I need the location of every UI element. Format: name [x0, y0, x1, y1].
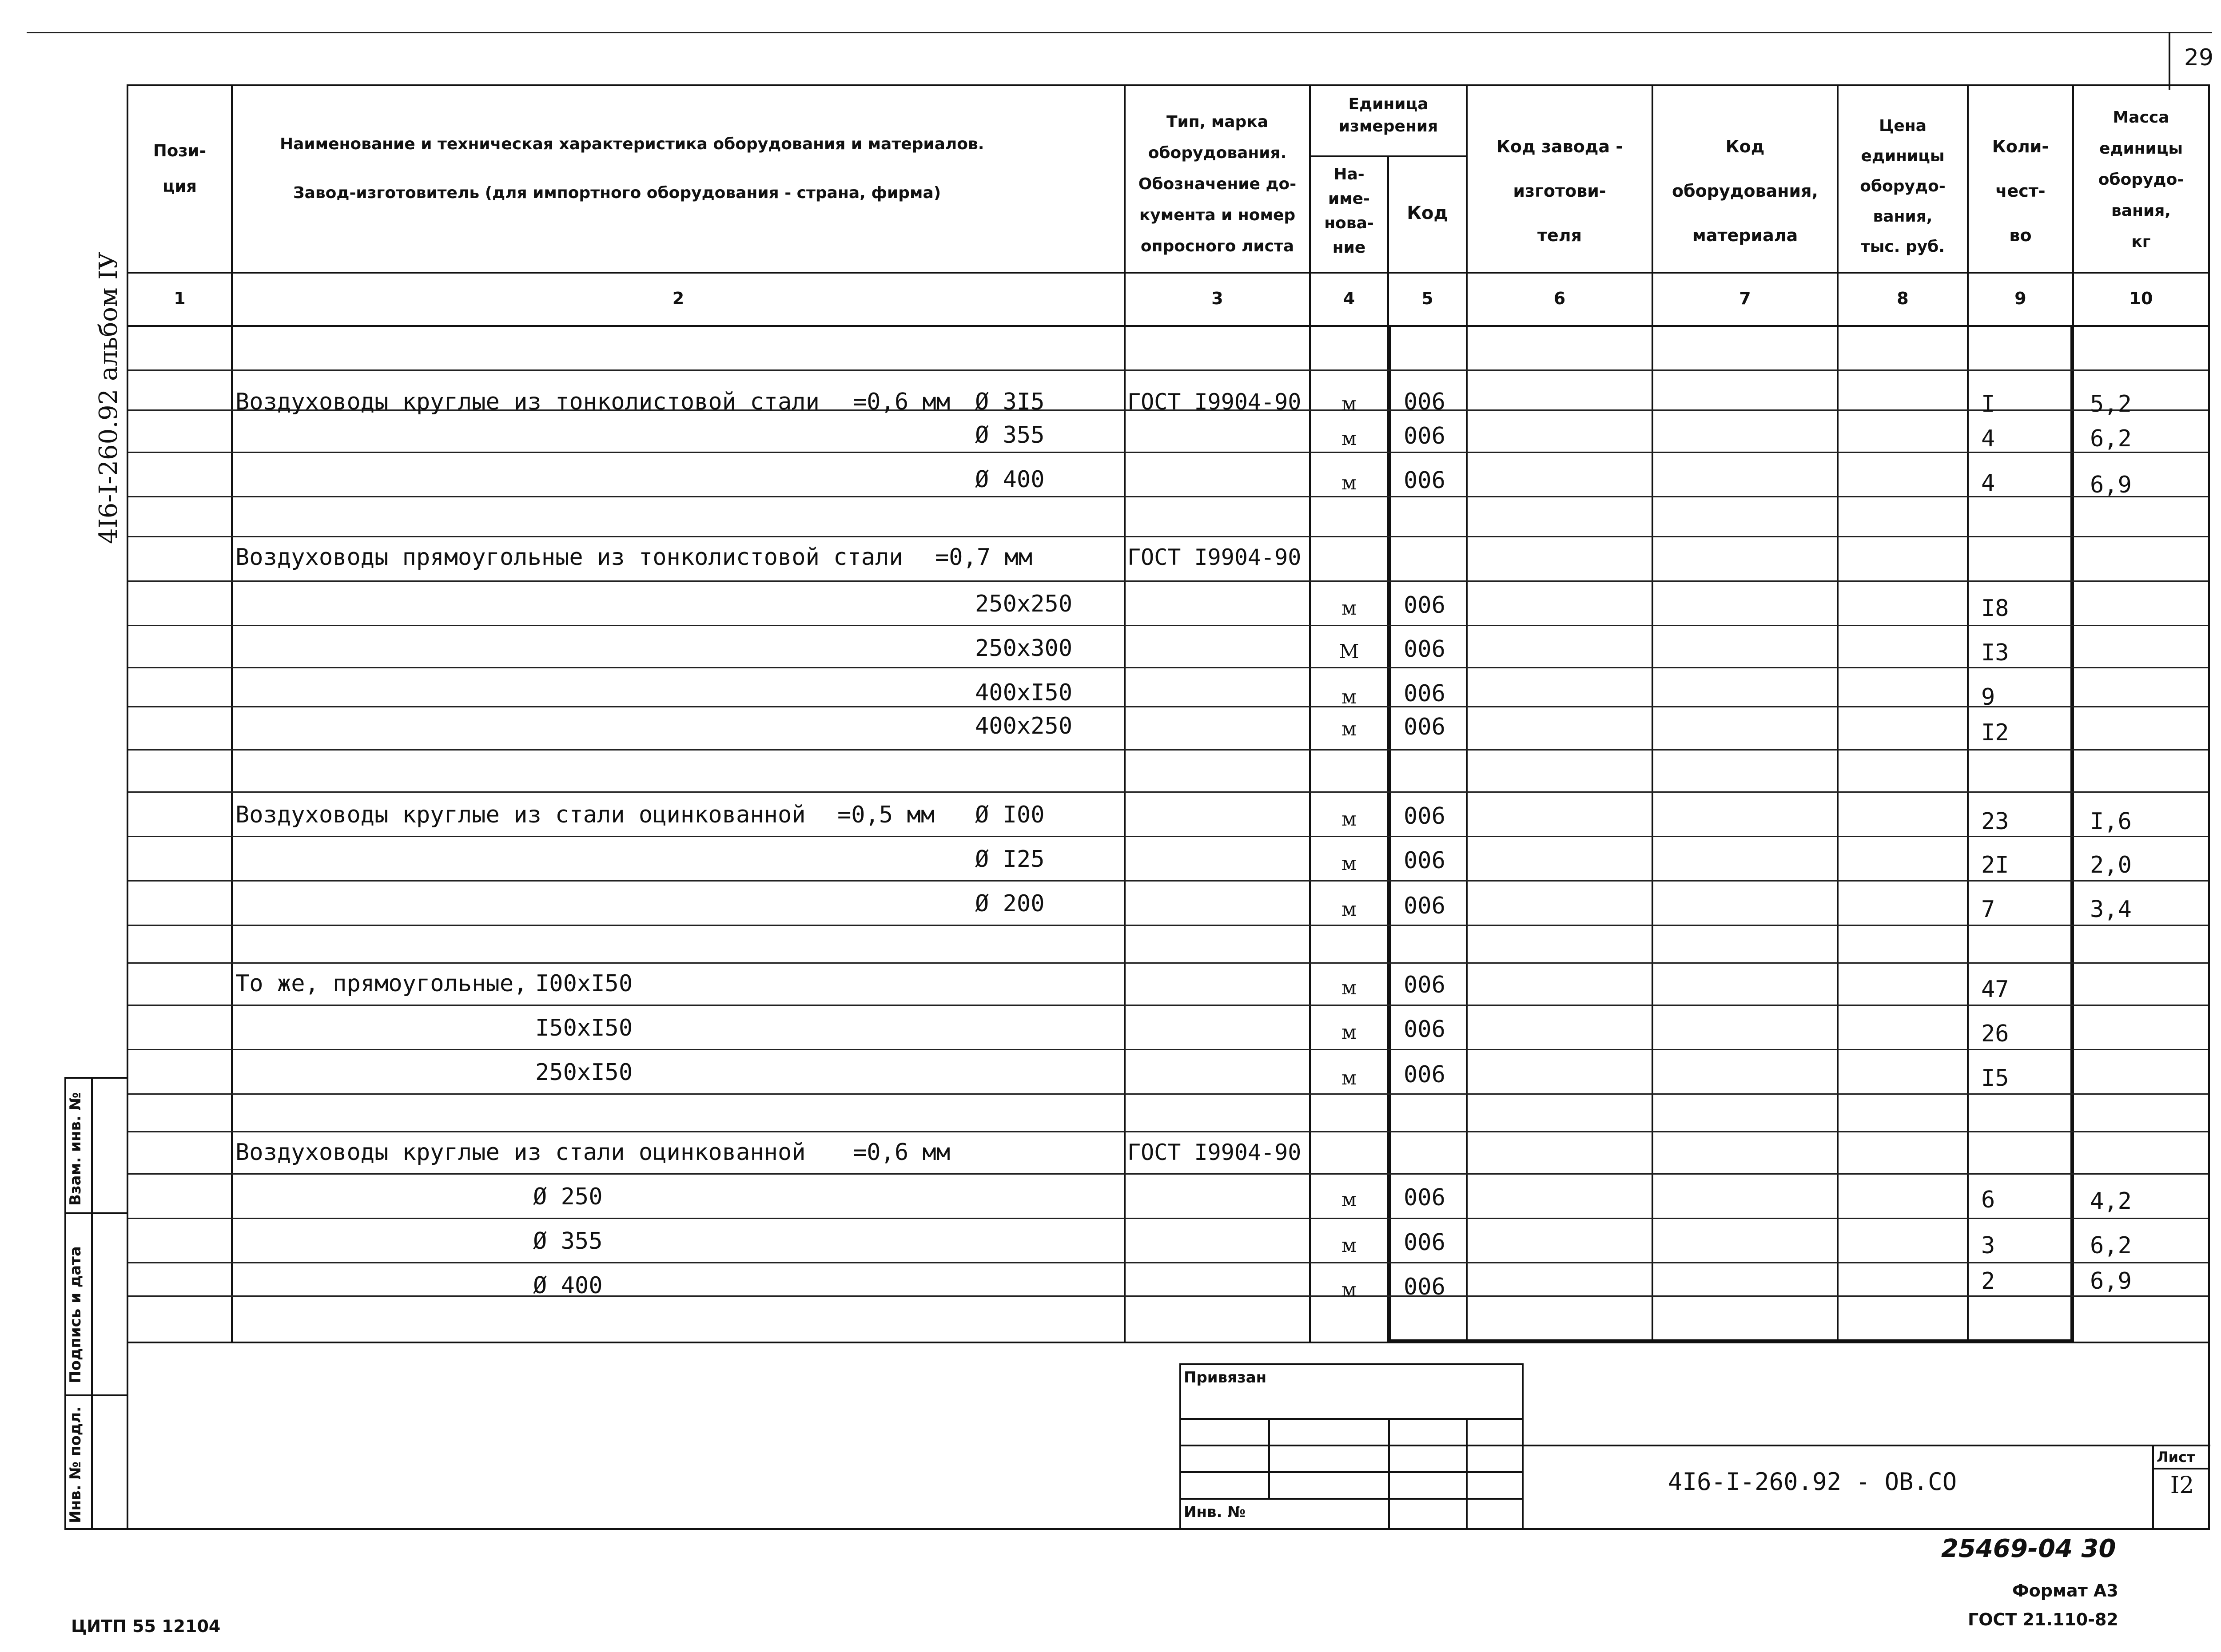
stamp-mid-line: [91, 1077, 93, 1530]
row-unit: м: [1341, 718, 1357, 740]
row-mass: 4,2: [2090, 1188, 2132, 1215]
row-rule: [128, 1262, 2208, 1263]
stamp-podpis: Подпись и дата: [67, 1246, 84, 1383]
row-qty: I2: [1981, 719, 2009, 746]
row-code: 006: [1404, 1061, 1445, 1088]
row-unit: м: [1341, 597, 1357, 620]
table-bottom: [127, 1342, 2210, 1343]
header-col5: Код: [1407, 203, 1448, 223]
row-rule: [128, 452, 2208, 453]
thick-box-left: [1387, 325, 1391, 1342]
header-col8: Цена единицы оборудо- вания, тыс. руб.: [1860, 117, 1946, 256]
row-size: 250x300: [975, 635, 1073, 662]
row-qty: 6: [1981, 1187, 1995, 1213]
row-rule: [128, 667, 2208, 668]
row-size: Ø 400: [975, 466, 1045, 493]
row-unit: м: [1341, 977, 1357, 999]
tb-inv-no: Инв. №: [1184, 1503, 1246, 1521]
row-qty: 2: [1981, 1268, 1995, 1295]
row-qty: 23: [1981, 808, 2009, 835]
row-param: =0,6 мм: [853, 389, 951, 415]
row-code: 006: [1404, 1016, 1445, 1043]
row-rule: [128, 1131, 2208, 1132]
colnum-3: 3: [1211, 289, 1223, 308]
row-mass: 5,2: [2090, 391, 2132, 417]
header-col2-line1: Наименование и техническая характеристика оборудования и материалов.: [280, 135, 984, 153]
sheet-number-box-left: [2169, 32, 2170, 90]
colnum-5: 5: [1421, 289, 1433, 308]
row-qty: 7: [1981, 896, 1995, 923]
stamp-top-line: [64, 1077, 128, 1079]
tb-list-number: I2: [2170, 1472, 2194, 1499]
tb-row-3: [1179, 1471, 1524, 1473]
tb-top: [1179, 1363, 1524, 1365]
row-rule: [128, 369, 2208, 371]
row-size: 400xI50: [975, 679, 1073, 706]
tb-row-2: [1179, 1445, 1524, 1446]
row-rule: [128, 1093, 2208, 1095]
row-mass: 6,9: [2090, 472, 2132, 498]
row-rule: [128, 1005, 2208, 1006]
row-size: Ø I25: [975, 846, 1045, 873]
tb-right-inner: [1522, 1363, 1524, 1530]
row-rule: [128, 1049, 2208, 1050]
tb-list-left: [2152, 1445, 2154, 1530]
row-unit: м: [1341, 1021, 1357, 1044]
printer-label: ЦИТП 55 12104: [71, 1616, 221, 1636]
row-code: 006: [1404, 972, 1445, 998]
row-unit: м: [1341, 898, 1357, 921]
row-rule: [128, 749, 2208, 751]
tb-main-line: [1522, 1445, 2210, 1446]
format-label: Формат А3: [2012, 1581, 2118, 1600]
colnum-8: 8: [1897, 289, 1909, 308]
tb-privyazan: Привязан: [1184, 1369, 1267, 1386]
row-mass: 6,2: [2090, 425, 2132, 452]
row-size: 250x250: [975, 591, 1073, 617]
header-col6: Код завода - изготови- теля: [1496, 137, 1623, 245]
row-code: 006: [1404, 467, 1445, 494]
colnum-2: 2: [672, 289, 685, 308]
header-col1: Пози- ция: [153, 141, 207, 196]
row-mass: 3,4: [2090, 896, 2132, 923]
row-rule: [128, 706, 2208, 707]
tb-col-2: [1388, 1418, 1390, 1529]
row-name: Воздуховоды круглые из тонколистовой стали: [235, 389, 820, 415]
tb-row-4: [1179, 1498, 1524, 1500]
row-mass: 2,0: [2090, 852, 2132, 878]
thick-box-right: [2070, 325, 2074, 1342]
row-rule: [128, 1173, 2208, 1175]
sheet-number: 29: [2184, 44, 2214, 71]
row-qty: 47: [1981, 976, 2009, 1003]
row-size: Ø 355: [975, 422, 1045, 449]
stamp-line-3: [64, 1394, 128, 1396]
row-mass: I,6: [2090, 808, 2132, 835]
row-param: =0,7 мм: [935, 544, 1033, 571]
row-rule: [128, 1295, 2208, 1297]
row-qty: 2I: [1981, 852, 2009, 878]
header-bottom: [127, 272, 2210, 274]
tb-left: [1179, 1363, 1181, 1530]
row-qty: 4: [1981, 425, 1995, 452]
row-unit: М: [1339, 640, 1359, 663]
row-code: 006: [1404, 1274, 1445, 1300]
row-unit: м: [1341, 1234, 1357, 1257]
row-qty: I5: [1981, 1065, 2009, 1092]
row-size: Ø 400: [533, 1272, 603, 1299]
header-col3: Тип, марка оборудования. Обозначение до- кумента и номер опросного листа: [1138, 113, 1297, 255]
tb-col-3: [1466, 1418, 1468, 1529]
row-unit: м: [1341, 393, 1357, 415]
header-col10: Масса единицы оборудо- вания, кг: [2098, 108, 2184, 251]
row-doc: ГОСТ I9904-90: [1127, 1140, 1302, 1165]
colnum-4: 4: [1343, 289, 1355, 308]
gost-label: ГОСТ 21.110-82: [1968, 1610, 2118, 1629]
tb-list-mid: [2152, 1468, 2210, 1469]
row-size: Ø 200: [975, 890, 1045, 917]
row-unit: м: [1341, 852, 1357, 875]
row-qty: I8: [1981, 595, 2009, 622]
row-code: 006: [1404, 423, 1445, 449]
row-size: Ø 250: [533, 1183, 603, 1210]
row-qty: 3: [1981, 1232, 1995, 1259]
header-col9: Коли- чест- во: [1992, 137, 2049, 245]
row-size: 400x250: [975, 713, 1073, 739]
handwritten-number: 25469-04 30: [1941, 1534, 2116, 1563]
colnum-1: 1: [174, 289, 186, 308]
row-rule: [128, 1218, 2208, 1219]
row-name: Воздуховоды прямоугольные из тонколистовой стали: [235, 544, 903, 571]
row-code: 006: [1404, 636, 1445, 663]
row-size: Ø 355: [533, 1228, 603, 1255]
row-code: 006: [1404, 592, 1445, 619]
stamp-inv: Инв. № подл.: [67, 1406, 84, 1523]
album-label: 4I6-I-260.92 альбом IУ: [94, 252, 123, 544]
row-name: Воздуховоды круглые из стали оцинкованной: [235, 1139, 806, 1166]
row-code: 006: [1404, 1229, 1445, 1256]
row-qty: 26: [1981, 1021, 2009, 1047]
stamp-line-2: [64, 1212, 128, 1214]
row-size: Ø I00: [975, 802, 1045, 828]
colnum-9: 9: [2014, 289, 2026, 308]
row-code: 006: [1404, 714, 1445, 740]
row-mass: 6,9: [2090, 1268, 2132, 1295]
row-mass: 6,2: [2090, 1232, 2132, 1259]
row-size: I00xI50: [535, 970, 633, 997]
top-border-line: [27, 32, 2212, 33]
row-doc: ГОСТ I9904-90: [1127, 544, 1302, 570]
row-unit: м: [1341, 686, 1357, 708]
tb-row-1: [1179, 1418, 1524, 1420]
frame-right: [2208, 84, 2210, 1530]
row-code: 006: [1404, 1184, 1445, 1211]
tb-list-label: Лист: [2157, 1449, 2195, 1465]
row-rule: [128, 836, 2208, 837]
row-rule: [128, 925, 2208, 926]
row-unit: м: [1341, 1188, 1357, 1211]
tb-doc-code: 4I6-I-260.92 - ОВ.СО: [1668, 1468, 1957, 1496]
row-unit: м: [1341, 472, 1357, 494]
row-unit: м: [1341, 808, 1357, 830]
header-col2-line2: Завод-изготовитель (для импортного оборудования - страна, фирма): [293, 184, 941, 202]
row-unit: м: [1341, 1279, 1357, 1301]
stamp-vzam: Взам. инв. №: [67, 1092, 84, 1206]
frame-top: [127, 84, 2210, 86]
row-rule: [128, 791, 2208, 793]
header-unit-group: Единица измерения: [1338, 95, 1438, 135]
row-rule: [128, 496, 2208, 497]
row-size: I50xI50: [535, 1015, 633, 1041]
stamp-left-line: [64, 1077, 66, 1530]
frame-bottom: [127, 1528, 2210, 1530]
row-rule: [128, 962, 2208, 964]
row-qty: I: [1981, 391, 1995, 417]
header-col4: На- име- нова- ние: [1324, 165, 1374, 257]
stamp-bottom-line: [64, 1528, 128, 1530]
row-param: =0,5 мм: [837, 802, 935, 828]
row-name: Воздуховоды круглые из стали оцинкованной: [235, 802, 806, 828]
row-rule: [128, 880, 2208, 882]
colnum-bottom: [127, 325, 2210, 327]
row-size: 250xI50: [535, 1059, 633, 1086]
row-qty: I3: [1981, 639, 2009, 666]
row-code: 006: [1404, 680, 1445, 707]
row-code: 006: [1404, 893, 1445, 919]
row-doc: ГОСТ I9904-90: [1127, 389, 1302, 415]
unit-group-line: [1309, 155, 1467, 157]
row-size: Ø 3I5: [975, 389, 1045, 415]
tb-col-1: [1268, 1418, 1270, 1498]
row-rule: [128, 536, 2208, 537]
row-code: 006: [1404, 803, 1445, 830]
row-rule: [128, 580, 2208, 582]
colnum-6: 6: [1553, 289, 1566, 308]
row-rule: [128, 625, 2208, 626]
colnum-7: 7: [1739, 289, 1751, 308]
row-unit: м: [1341, 1067, 1357, 1089]
row-code: 006: [1404, 847, 1445, 874]
row-param: =0,6 мм: [853, 1139, 951, 1166]
row-unit: м: [1341, 427, 1357, 450]
row-qty: 9: [1981, 684, 1995, 711]
row-qty: 4: [1981, 470, 1995, 496]
colnum-10: 10: [2129, 289, 2153, 308]
header-col7: Код оборудования, материала: [1672, 137, 1818, 245]
row-name: То же, прямоугольные,: [235, 970, 528, 997]
row-code: 006: [1404, 389, 1445, 415]
